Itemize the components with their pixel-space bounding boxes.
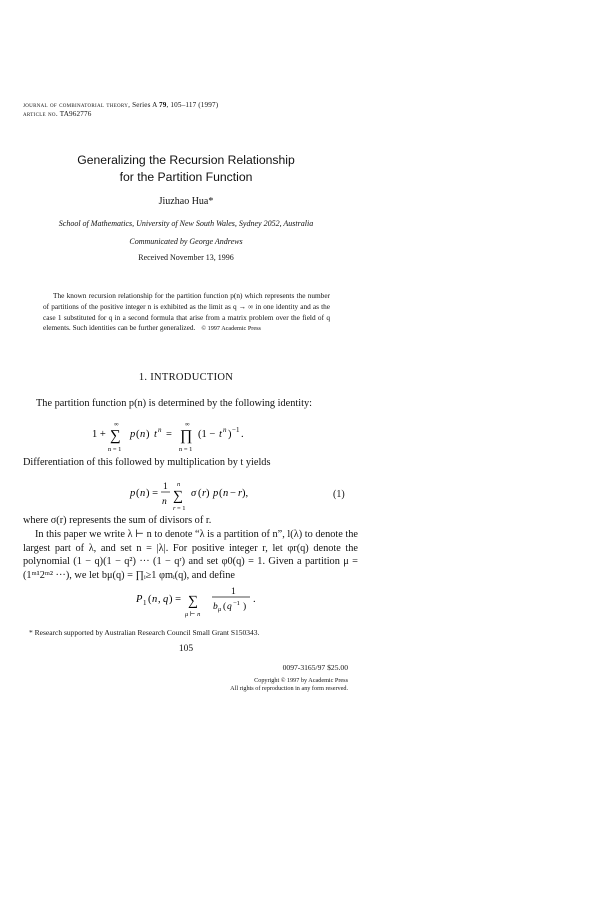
svg-text:) =: ) =	[169, 594, 182, 605]
title-line-1: Generalizing the Recursion Relationship	[77, 153, 295, 167]
received-date: Received November 13, 1996	[138, 253, 234, 262]
svg-text:) =: ) =	[146, 488, 159, 499]
svg-text:p: p	[213, 488, 219, 499]
svg-text:n: n	[223, 488, 229, 499]
svg-text:n: n	[223, 426, 227, 434]
journal-name: journal of combinatorial theory	[23, 101, 129, 109]
paper-title	[0, 152, 372, 186]
svg-text:n: n	[158, 426, 162, 434]
svg-text:r: r	[202, 488, 207, 499]
svg-text:=: =	[166, 429, 172, 440]
svg-text:−: −	[230, 488, 236, 499]
journal-header	[23, 101, 218, 120]
svg-text:−1: −1	[232, 426, 240, 434]
svg-text:(: (	[198, 488, 202, 499]
equation-generating-function	[92, 418, 282, 458]
svg-text:(: (	[219, 488, 223, 499]
svg-text:p: p	[130, 488, 136, 499]
svg-text:n: n	[152, 594, 158, 605]
equation-1-svg	[120, 478, 300, 514]
svg-text:t: t	[154, 429, 157, 440]
svg-text:.: .	[241, 429, 244, 440]
section-heading: 1. INTRODUCTION	[138, 372, 234, 383]
author: Jiuzhao Hua*	[158, 196, 214, 207]
svg-text:),: ),	[242, 488, 249, 499]
svg-text:∞: ∞	[185, 421, 190, 428]
svg-text:(1 −: (1 −	[198, 429, 216, 440]
svg-text:n = 1: n = 1	[108, 446, 122, 453]
svg-text:r: r	[173, 505, 176, 512]
svg-text:): )	[206, 488, 210, 499]
equation-generating-function-svg	[92, 418, 282, 458]
equation-p1	[130, 583, 290, 621]
svg-text:1: 1	[143, 599, 147, 607]
journal-volume: 79	[158, 101, 167, 109]
paragraph-1: The partition function p(n) is determined by the following identity:	[36, 398, 312, 409]
svg-text:): )	[243, 602, 247, 612]
svg-text:(: (	[136, 429, 140, 440]
journal-series: , Series A	[128, 101, 159, 109]
svg-text:(: (	[148, 594, 152, 605]
svg-text:n: n	[162, 497, 167, 507]
svg-text:∑: ∑	[188, 594, 198, 609]
svg-text:= 1: = 1	[177, 505, 186, 512]
page-number: 105	[178, 644, 194, 654]
svg-text:n: n	[177, 481, 181, 488]
svg-text:r: r	[238, 488, 243, 499]
svg-text:t: t	[219, 429, 222, 440]
svg-text:μ ⊢ n: μ ⊢ n	[185, 611, 201, 618]
svg-text:∞: ∞	[114, 421, 119, 428]
svg-text:.: .	[253, 594, 256, 605]
svg-text:P: P	[136, 594, 143, 605]
svg-text:q: q	[163, 594, 169, 605]
abstract-text: The known recursion relationship for the partition function p(n) which represents the number of partitions of the positive integer n is exhibited as the limit as q → ∞ in one identity and as the case 1 substituted for q in a second formula that arise from a matrix problem over the field of q elements. Such identities can be further generalized.	[43, 291, 330, 333]
paragraph-2: Differentiation of this followed by multiplication by t yields	[23, 457, 271, 468]
equation-number: (1)	[333, 489, 345, 500]
svg-text:q: q	[227, 602, 232, 612]
equation-1	[120, 478, 300, 514]
svg-text:μ: μ	[218, 606, 222, 613]
svg-text:): )	[228, 429, 232, 440]
svg-text:1: 1	[163, 482, 168, 492]
journal-pages: , 105–117 (1997)	[166, 101, 219, 109]
abstract-copyright: © 1997 Academic Press	[201, 325, 261, 333]
svg-text:n: n	[140, 488, 146, 499]
svg-text:): )	[146, 429, 150, 440]
svg-text:1 +: 1 +	[92, 429, 106, 440]
copyright-notice	[180, 677, 348, 693]
svg-text:p: p	[130, 429, 136, 440]
svg-text:σ: σ	[191, 488, 197, 499]
article-label: article no.	[23, 110, 58, 119]
footnote: * Research supported by Australian Research Council Small Grant S150343.	[29, 628, 260, 637]
svg-text:−1: −1	[233, 600, 240, 607]
svg-text:∑: ∑	[110, 428, 121, 444]
svg-text:,: ,	[158, 594, 161, 605]
copyright-line-2: All rights of reproduction in any form reserved.	[230, 685, 348, 693]
paragraph-3: where σ(r) represents the sum of divisors of r.	[23, 515, 212, 526]
abstract	[43, 291, 330, 335]
svg-text:1: 1	[231, 587, 236, 597]
paragraph-4: In this paper we write λ ⊢ n to denote “λ is a partition of n”, l(λ) to denote the largest part of λ, and set n = |λ|. For positive integer r, let φr(q) denote the polynomial (1 − q)(1 − q²) ··· (1 − qʳ) and set φ0(q) = 1. Given a partition μ = (1ᵐ¹2ᵐ² ···), we let bμ(q) = ∏ᵢ≥1 φmᵢ(q), and define	[23, 529, 358, 581]
price-line: 0097-3165/97 $25.00	[282, 663, 348, 672]
communicated-by: Communicated by George Andrews	[129, 237, 243, 246]
equation-p1-svg	[130, 583, 290, 621]
svg-text:∑: ∑	[173, 489, 183, 504]
svg-text:(: (	[136, 488, 140, 499]
svg-text:(: (	[223, 602, 227, 612]
svg-text:∏: ∏	[180, 428, 193, 444]
title-line-2: for the Partition Function	[119, 170, 253, 184]
article-id: TA962776	[57, 110, 92, 119]
copyright-line-1: Copyright © 1997 by Academic Press	[254, 677, 348, 684]
svg-text:b: b	[213, 602, 218, 612]
svg-text:n: n	[140, 429, 146, 440]
svg-text:n = 1: n = 1	[179, 446, 193, 453]
affiliation: School of Mathematics, University of New South Wales, Sydney 2052, Australia	[58, 219, 314, 228]
